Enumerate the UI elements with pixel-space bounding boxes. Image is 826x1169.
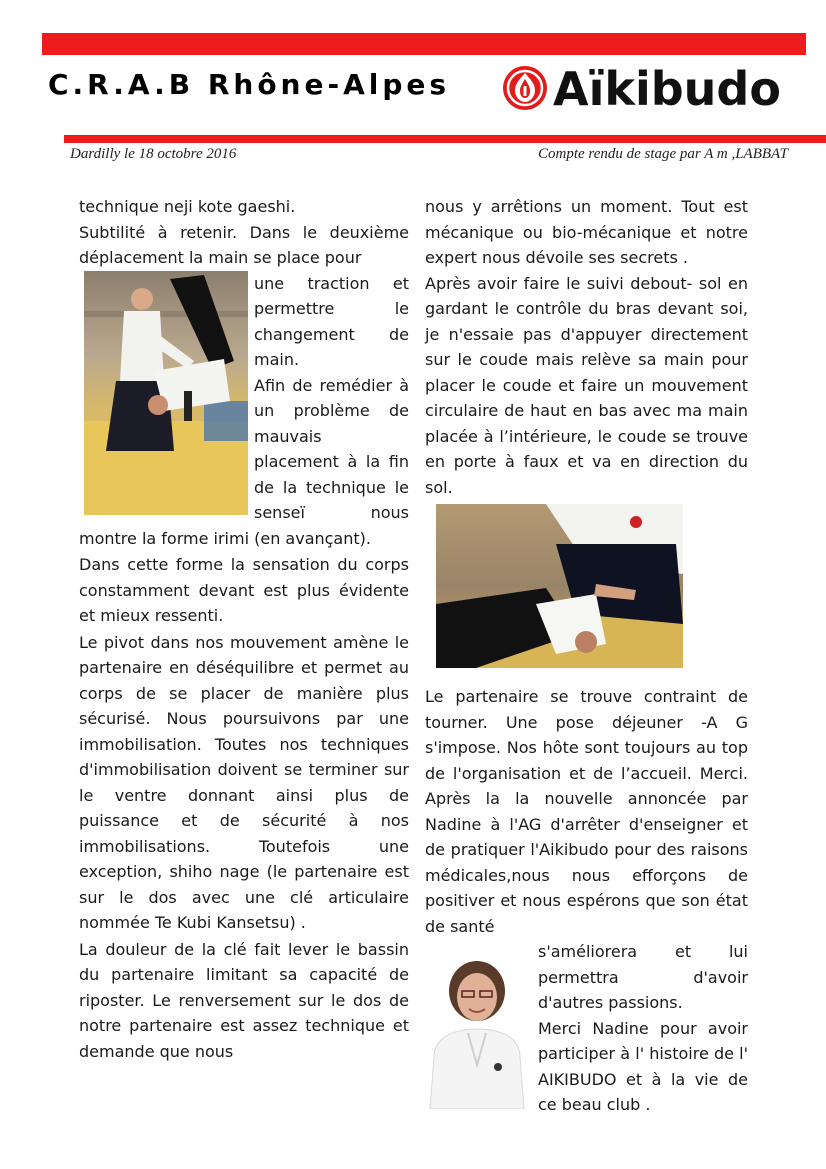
paragraph: une traction et permettre le changement de main. — [254, 273, 409, 369]
paragraph: Après avoir faire le suivi debout- sol en gardant le contrôle du bras devant soi, je n'essaie pas d'appuyer directement sur le coude mais relève sa main pour placer le coude et faire un mouvement circulaire de haut en bas avec ma main placée à l’intérieure, le coude se trouve en porte à faux et va en direction du sol. — [425, 273, 748, 497]
column-left — [79, 194, 409, 1064]
date-line: Dardilly le 18 octobre 2016 — [70, 146, 237, 162]
paragraph: technique neji kote gaeshi. — [79, 197, 296, 216]
author-line: Compte rendu de stage par A m ,LABBAT — [538, 146, 788, 162]
photo-aikido-immobilisation — [436, 504, 683, 668]
header-red-bar — [42, 33, 806, 55]
aikibudo-emblem-icon — [501, 64, 549, 112]
paragraph: Le partenaire se trouve contraint de tourner. Une pose déjeuner -A G s'impose. Nos hôte sont toujours au top de l'organisation et de l’accueil. Merci. Après la la nouvelle annoncée par Nadine à l'AG d'arrêter d'enseigner et de pratiquer l'Aikibudo pour des raisons médicales,nous nous efforçons de positiver et nous espérons que son état de santé — [425, 687, 748, 936]
paragraph: La douleur de la clé fait lever le bassin du partenaire limitant sa capacité de riposter. Le renversement sur le dos de notre partenaire est assez technique et demande que nous — [79, 939, 409, 1061]
paragraph: Subtilité à retenir. Dans le deuxième déplacement la main se place pour — [79, 222, 409, 267]
paragraph: s'améliorera et lui permettra d'avoir d'autres passions. — [538, 942, 748, 1012]
paragraph: Afin de remédier à un problème de mauvais placement à la fin de la technique le senseï nous montre la forme irimi (en avançant). — [79, 375, 409, 548]
paragraph: Merci Nadine pour avoir participer à l' histoire de l' AIKIBUDO et à la vie de ce beau club . — [538, 1018, 748, 1114]
photo-aikido-throw — [84, 271, 248, 515]
club-title: C.R.A.B Rhône-Alpes — [48, 68, 451, 101]
header-red-rule — [64, 135, 826, 143]
paragraph: Le pivot dans nos mouvement amène le partenaire en déséquilibre et permet au corps de se placer de manière plus sécurisé. Nous poursuivons par une immobilisation. Toutes nos techniques d'immobilisation doivent se terminer sur le ventre donnant ainsi plus de puissance et de sécurité à nos immobilisations. Toutefois une exception, shiho nage (le partenaire est sur le dos avec une clé articulaire nommée Te Kubi Kansetsu) . — [79, 632, 409, 932]
brand-title: Aïkibudo — [553, 62, 781, 116]
paragraph: nous y arrêtions un moment. Tout est mécanique ou bio-mécanique et notre expert nous dévoile ses secrets . — [425, 197, 748, 267]
photo-portrait-nadine — [424, 947, 530, 1109]
paragraph: Dans cette forme la sensation du corps constamment devant est plus évidente et mieux ressenti. — [79, 555, 409, 625]
